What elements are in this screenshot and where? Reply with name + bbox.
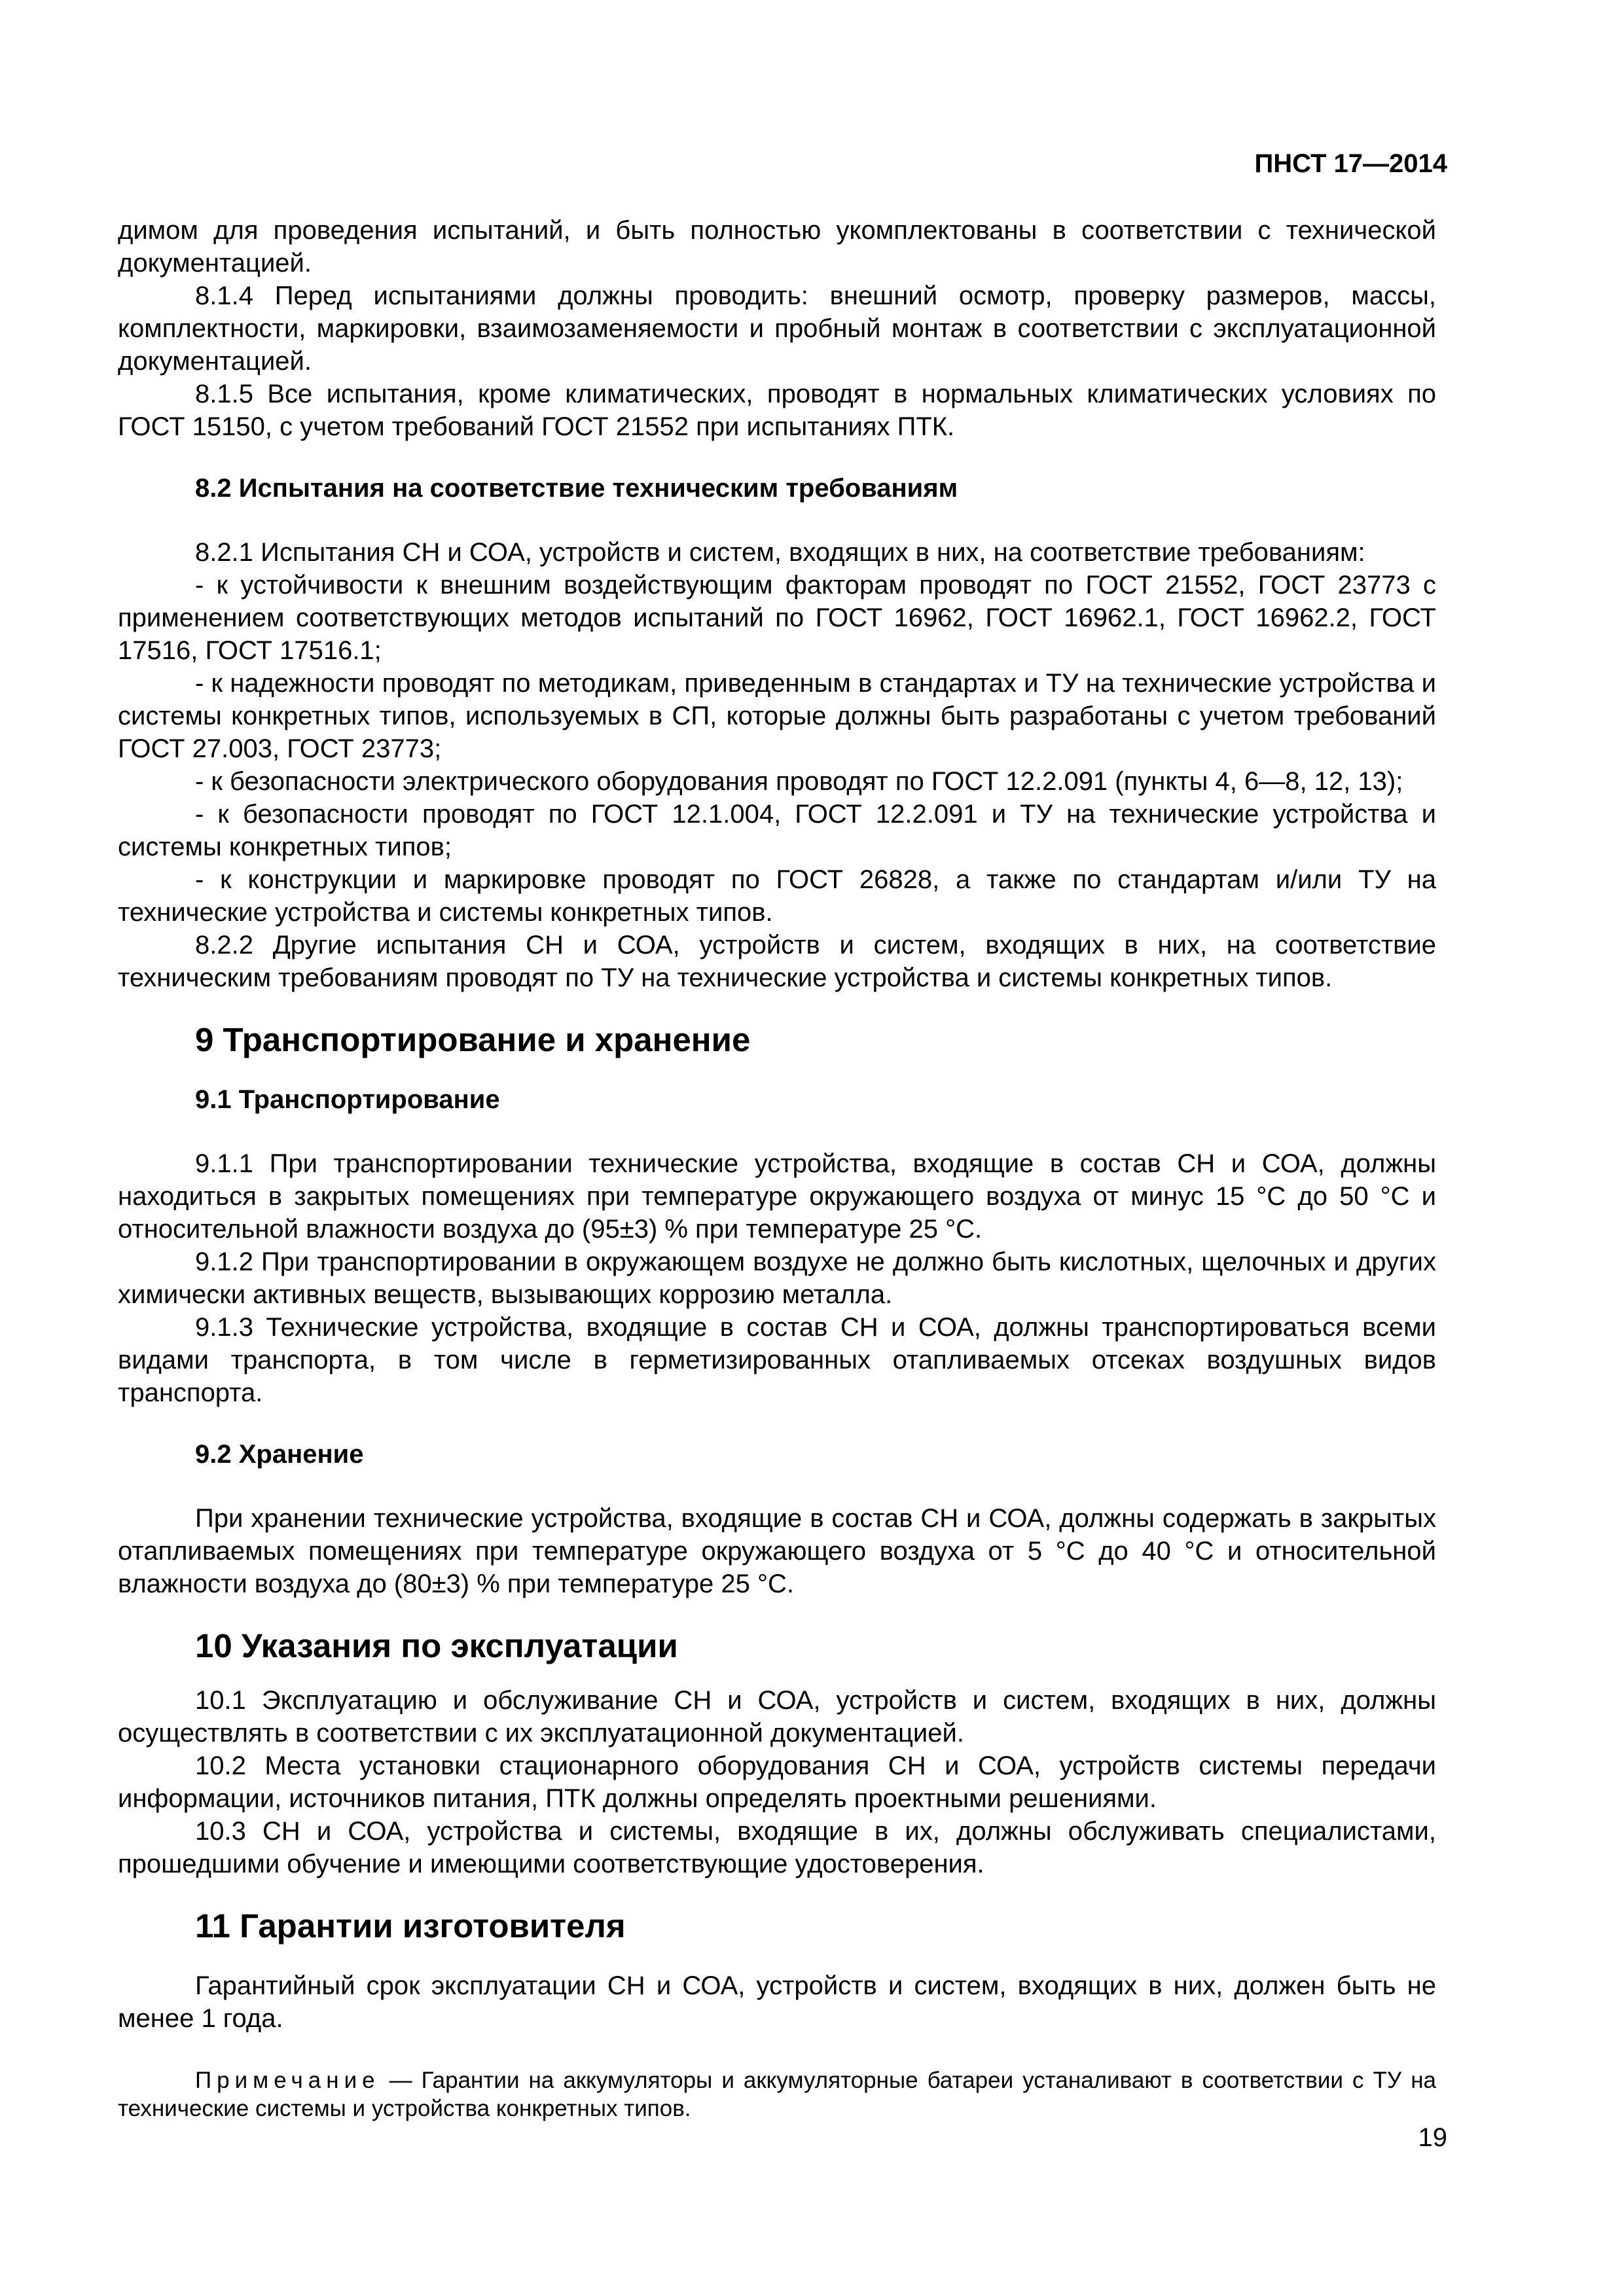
document-body bbox=[118, 214, 1436, 2123]
paragraph-10-2: 10.2 Места установки стационарного оборудования СН и СОА, устройств системы передачи информации, источников питания, ПТК должны определять проектными решениями. bbox=[118, 1751, 1436, 1813]
note-label: Примечание bbox=[195, 2068, 380, 2093]
paragraph-10-3: 10.3 СН и СОА, устройства и системы, входящие в их, должны обслуживать специалистами, прошедшими обучение и имеющими соответствующие удостоверения. bbox=[118, 1817, 1436, 1878]
section-heading-10: 10 Указания по эксплуатации bbox=[195, 1627, 678, 1664]
paragraph-9-1-2: 9.1.2 При транспортировании в окружающем воздухе не должно быть кислотных, щелочных и других химически активных веществ, вызывающих коррозию металла. bbox=[118, 1247, 1436, 1309]
section-heading-8-2: 8.2 Испытания на соответствие техническим требованиям bbox=[195, 474, 958, 503]
list-item: - к надежности проводят по методикам, приведенным в стандартах и ТУ на технические устройства и системы конкретных типов, используемых в СП, которые должны быть разработаны с учетом требований ГОСТ 27.003, ГОСТ 23773; bbox=[118, 669, 1436, 763]
section-heading-9: 9 Транспортирование и хранение bbox=[195, 1021, 751, 1058]
list-item: - к конструкции и маркировке проводят по ГОСТ 26828, а также по стандартам и/или ТУ на технические устройства и системы конкретных типов. bbox=[118, 865, 1436, 927]
note-text: — Гарантии на аккумуляторы и аккумуляторные батареи устаналивают в соответствии с ТУ на технические системы и устройства конкретных типов. bbox=[118, 2068, 1436, 2121]
paragraph-8-2-1: 8.2.1 Испытания СН и СОА, устройств и систем, входящих в них, на соответствие требованиям: bbox=[195, 538, 1365, 567]
paragraph-9-1-1: 9.1.1 При транспортировании технические устройства, входящие в состав СН и СОА, должны находиться в закрытых помещениях при температуре окружающего воздуха от минус 15 °С до 50 °С и относительной влажности воздуха до (95±3) % при температуре 25 °С. bbox=[118, 1149, 1436, 1244]
list-item: - к устойчивости к внешним воздействующим факторам проводят по ГОСТ 21552, ГОСТ 23773 с применением соответствующих методов испытаний по ГОСТ 16962, ГОСТ 16962.1, ГОСТ 16962.2, ГОСТ 17516, ГОСТ 17516.1; bbox=[118, 571, 1436, 665]
note bbox=[118, 2066, 1436, 2123]
paragraph-9-1-3: 9.1.3 Технические устройства, входящие в состав СН и СОА, должны транспортироваться всеми видами транспорта, в том числе в герметизированных отапливаемых отсеках воздушных видов транспорта. bbox=[118, 1313, 1436, 1407]
document-code-header: ПНСТ 17—2014 bbox=[1254, 149, 1447, 178]
page-number: 19 bbox=[1418, 2123, 1447, 2152]
paragraph-10-1: 10.1 Эксплуатацию и обслуживание СН и СОА, устройств и систем, входящих в них, должны осуществлять в соответствии с их эксплуатационной документацией. bbox=[118, 1686, 1436, 1748]
paragraph-8-1-5: 8.1.5 Все испытания, кроме климатических, проводят в нормальных климатических условиях по ГОСТ 15150, с учетом требований ГОСТ 21552 при испытаниях ПТК. bbox=[118, 380, 1436, 441]
paragraph-8-1-4: 8.1.4 Перед испытаниями должны проводить: внешний осмотр, проверку размеров, массы, комплектности, маркировки, взаимозаменяемости и пробный монтаж в соответствии с эксплуатационной документацией. bbox=[118, 281, 1436, 376]
paragraph-8-2-2: 8.2.2 Другие испытания СН и СОА, устройств и систем, входящих в них, на соответствие техническим требованиям проводят по ТУ на технические устройства и системы конкретных типов. bbox=[118, 931, 1436, 992]
list-item: - к безопасности электрического оборудования проводят по ГОСТ 12.2.091 (пункты 4, 6—8, 12, 13); bbox=[195, 767, 1403, 796]
paragraph: димом для проведения испытаний, и быть полностью укомплектованы в соответствии с технической документацией. bbox=[118, 216, 1436, 278]
section-heading-9-2: 9.2 Хранение bbox=[195, 1440, 364, 1469]
list-item: - к безопасности проводят по ГОСТ 12.1.004, ГОСТ 12.2.091 и ТУ на технические устройства и системы конкретных типов; bbox=[118, 800, 1436, 861]
section-heading-11: 11 Гарантии изготовителя bbox=[195, 1907, 626, 1945]
section-heading-9-1: 9.1 Транспортирование bbox=[195, 1085, 500, 1114]
paragraph-storage: При хранении технические устройства, входящие в состав СН и СОА, должны содержать в закрытых отапливаемых помещениях при температуре окружающего воздуха от 5 °С до 40 °С и относительной влажности воздуха до (80±3) % при температуре 25 °С. bbox=[118, 1504, 1436, 1598]
paragraph-warranty: Гарантийный срок эксплуатации СН и СОА, устройств и систем, входящих в них, должен быть не менее 1 года. bbox=[118, 1971, 1436, 2033]
